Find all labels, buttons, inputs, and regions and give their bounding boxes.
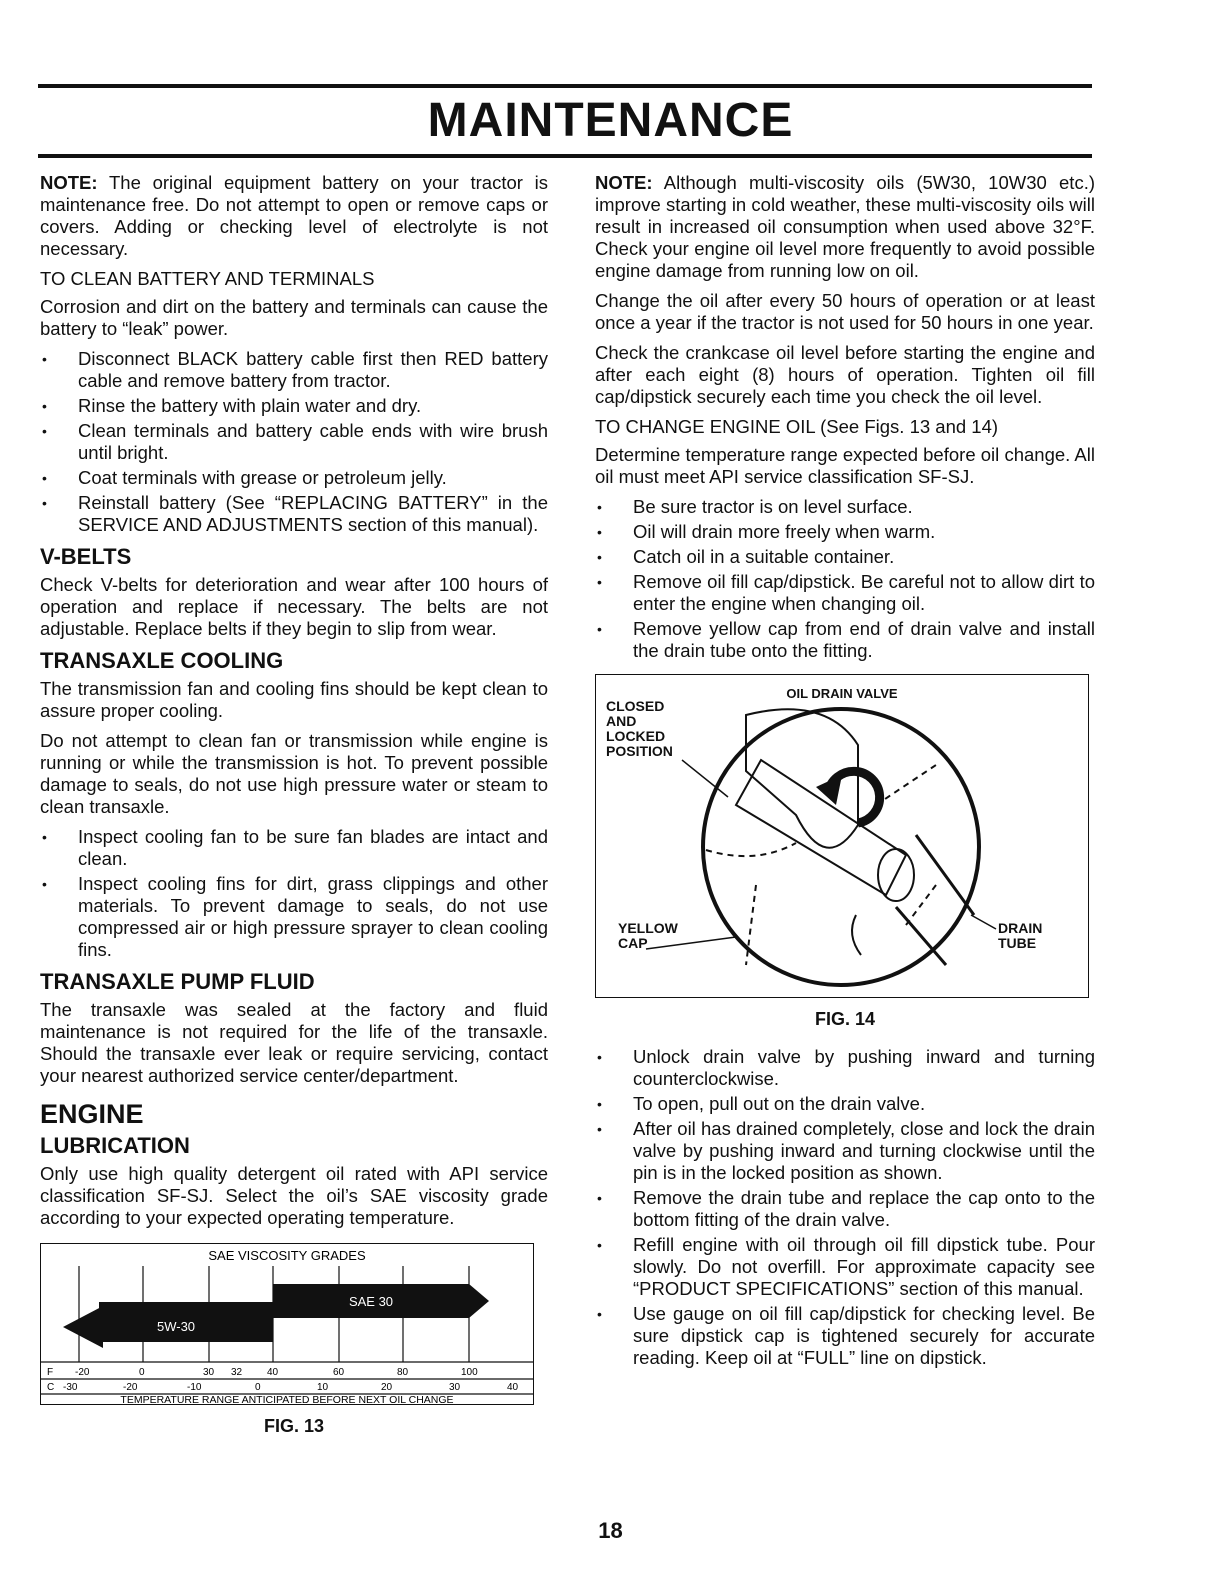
list-item: • After oil has drained completely, close and lock the drain valve by pushing inward and turning clockwise until the pin is in the locked position as shown. [595,1118,1095,1184]
list-item: • Oil will drain more freely when warm. [595,521,1095,543]
change-oil-heading: TO CHANGE ENGINE OIL (See Figs. 13 and 14) [595,416,999,437]
drain-steps [595,1046,1095,1369]
page-title: MAINTENANCE [427,94,794,147]
f-scale [47,1367,478,1378]
hidden-line [876,765,936,805]
transaxle-cooling-heading: TRANSAXLE COOLING [40,648,284,673]
oil-change-interval: Change the oil after every 50 hours of operation or at least once a year if the tractor is not used for 50 hours in one year. [595,290,1095,333]
fig14-caption: FIG. 14 [814,1009,876,1029]
transaxle-cooling-p2: Do not attempt to clean fan or transmission while engine is running or while the transmission is hot. To prevent possible damage to seals, do not use high pressure water or steam to clean transaxle. [40,730,548,817]
lubrication-text: Only use high quality detergent oil rated with API service classification SF-SJ. Select the oil’s SAE viscosity grade according to your expected operating temperature. [40,1163,548,1228]
page-number: 18 [598,1518,623,1543]
right-column [595,172,1095,1377]
yellow-cap-label: YELLOW CAP [618,920,678,951]
closed-locked-label: CLOSED AND LOCKED POSITION [606,698,673,759]
c-tick: -10 [187,1382,202,1393]
f-tick: 30 [203,1367,215,1378]
f-tick: 40 [267,1367,279,1378]
engine-heading: ENGINE [40,1099,144,1129]
list-item: • Inspect cooling fins for dirt, grass clippings and other materials. To prevent damage to seals, do not use compressed air or high pressure sprayer to clean cooling fins. [40,873,548,961]
f-tick: 80 [397,1367,409,1378]
f-tick: 0 [139,1367,145,1378]
pump-fluid-text: The transaxle was sealed at the factory and fluid maintenance is not required for the life of the transaxle. Should the transaxle ever leak or require servicing, contact your nearest authorized service center/department. [40,999,548,1086]
list-item: • To open, pull out on the drain valve. [595,1093,1095,1115]
f-tick: 32 [231,1367,243,1378]
lubrication-heading: LUBRICATION [40,1133,190,1158]
list-item: • Remove the drain tube and replace the cap onto to the bottom fitting of the drain valve. [595,1187,1095,1231]
temperature-range-label: TEMPERATURE RANGE ANTICIPATED BEFORE NEXT OIL CHANGE [120,1394,454,1404]
clean-battery-heading: TO CLEAN BATTERY AND TERMINALS [40,268,375,289]
list-item: • Clean terminals and battery cable ends with wire brush until bright. [40,420,548,464]
sae30-label: SAE 30 [348,1294,394,1309]
hidden-line [706,843,796,856]
list-item: • Catch oil in a suitable container. [595,546,1095,568]
oil-check: Check the crankcase oil level before starting the engine and after each eight (8) hours of operation. Tighten oil fill cap/dipstick securely each time you check the oil level. [595,342,1095,407]
fig14-oil-drain-valve [595,674,1089,998]
list-item: • Refill engine with oil through oil fill dipstick tube. Pour slowly. Do not overfill. For approximate capacity see “PRODUCT SPECIFICATIONS” section of this manual. [595,1234,1095,1300]
5w30-arrowhead [63,1306,103,1348]
oil-note [595,172,1095,282]
list-item: • Inspect cooling fan to be sure fan blades are intact and clean. [40,826,548,870]
oil-note-text: Although multi-viscosity oils (5W30, 10W30 etc.) improve starting in cold weather, these multi-viscosity oils will result in increased oil consumption when used above 32°F. Check your engine oil level more frequently to avoid possible engine damage from running low on oil. [595,172,1095,281]
transaxle-cooling-steps [40,826,548,961]
title-rule [38,154,1092,158]
drain-tube-label: DRAIN TUBE [998,920,1043,951]
f-label: F [47,1367,54,1378]
yellow-cap [852,915,861,955]
list-item: • Remove oil fill cap/dipstick. Be careful not to allow dirt to enter the engine when changing oil. [595,571,1095,615]
list-item: • Reinstall battery (See “REPLACING BATTERY” in the SERVICE AND ADJUSTMENTS section of this manual). [40,492,548,536]
pump-fluid-heading: TRANSAXLE PUMP FLUID [40,969,315,994]
transaxle-cooling-p1: The transmission fan and cooling fins should be kept clean to assure proper cooling. [40,678,548,721]
5w30-label: 5W-30 [156,1319,196,1334]
c-tick: -30 [63,1382,78,1393]
f-tick: 60 [333,1367,345,1378]
c-tick: 30 [449,1382,461,1393]
c-tick: 0 [255,1382,261,1393]
detail-circle [703,709,979,985]
list-item: • Be sure tractor is on level surface. [595,496,1095,518]
f-tick: -20 [75,1367,90,1378]
clean-battery-steps [40,348,548,536]
valve-stem [736,760,906,895]
top-rule [38,84,1092,88]
battery-note-text: The original equipment battery on your tractor is maintenance free. Do not attempt to open or remove caps or covers. Adding or checking level of electrolyte is not necessary. [40,172,549,259]
change-oil-intro: Determine temperature range expected before oil change. All oil must meet API service classification SF-SJ. [595,444,1095,487]
c-label: C [47,1382,55,1393]
vbelts-text: Check V-belts for deterioration and wear after 100 hours of operation and replace if necessary. The belts are not adjustable. Replace belts if they begin to slip from wear. [40,574,548,639]
drain-tube-lower [896,907,946,965]
drain-tube-leader [971,915,996,929]
fig13-viscosity-chart [40,1243,534,1405]
fig13-caption: FIG. 13 [263,1416,325,1436]
change-oil-steps [595,496,1095,662]
left-column [40,172,548,1437]
c-scale [47,1382,519,1393]
vbelts-heading: V-BELTS [40,544,132,569]
list-item: • Rinse the battery with plain water and dry. [40,395,548,417]
list-item: • Remove yellow cap from end of drain valve and install the drain tube onto the fitting. [595,618,1095,662]
list-item: • Disconnect BLACK battery cable first then RED battery cable and remove battery from tractor. [40,348,548,392]
list-item: • Unlock drain valve by pushing inward and turning counterclockwise. [595,1046,1095,1090]
f-tick: 100 [461,1367,478,1378]
note-label: NOTE: [40,172,98,193]
list-item: • Coat terminals with grease or petroleum jelly. [40,467,548,489]
drain-tube-upper [916,835,974,915]
c-tick: 20 [381,1382,393,1393]
c-tick: -20 [123,1382,138,1393]
list-item: • Use gauge on oil fill cap/dipstick for checking level. Be sure dipstick cap is tightened securely for accurate reading. Keep oil at “FULL” line on dipstick. [595,1303,1095,1369]
fig14-title: OIL DRAIN VALVE [786,686,898,701]
clean-battery-intro: Corrosion and dirt on the battery and terminals can cause the battery to “leak” power. [40,296,548,339]
note-label: NOTE: [595,172,653,193]
c-tick: 10 [317,1382,329,1393]
battery-note [40,172,548,260]
viscosity-chart-svg [41,1244,533,1404]
c-tick: 40 [507,1382,519,1393]
chart-title: SAE VISCOSITY GRADES [208,1248,366,1263]
